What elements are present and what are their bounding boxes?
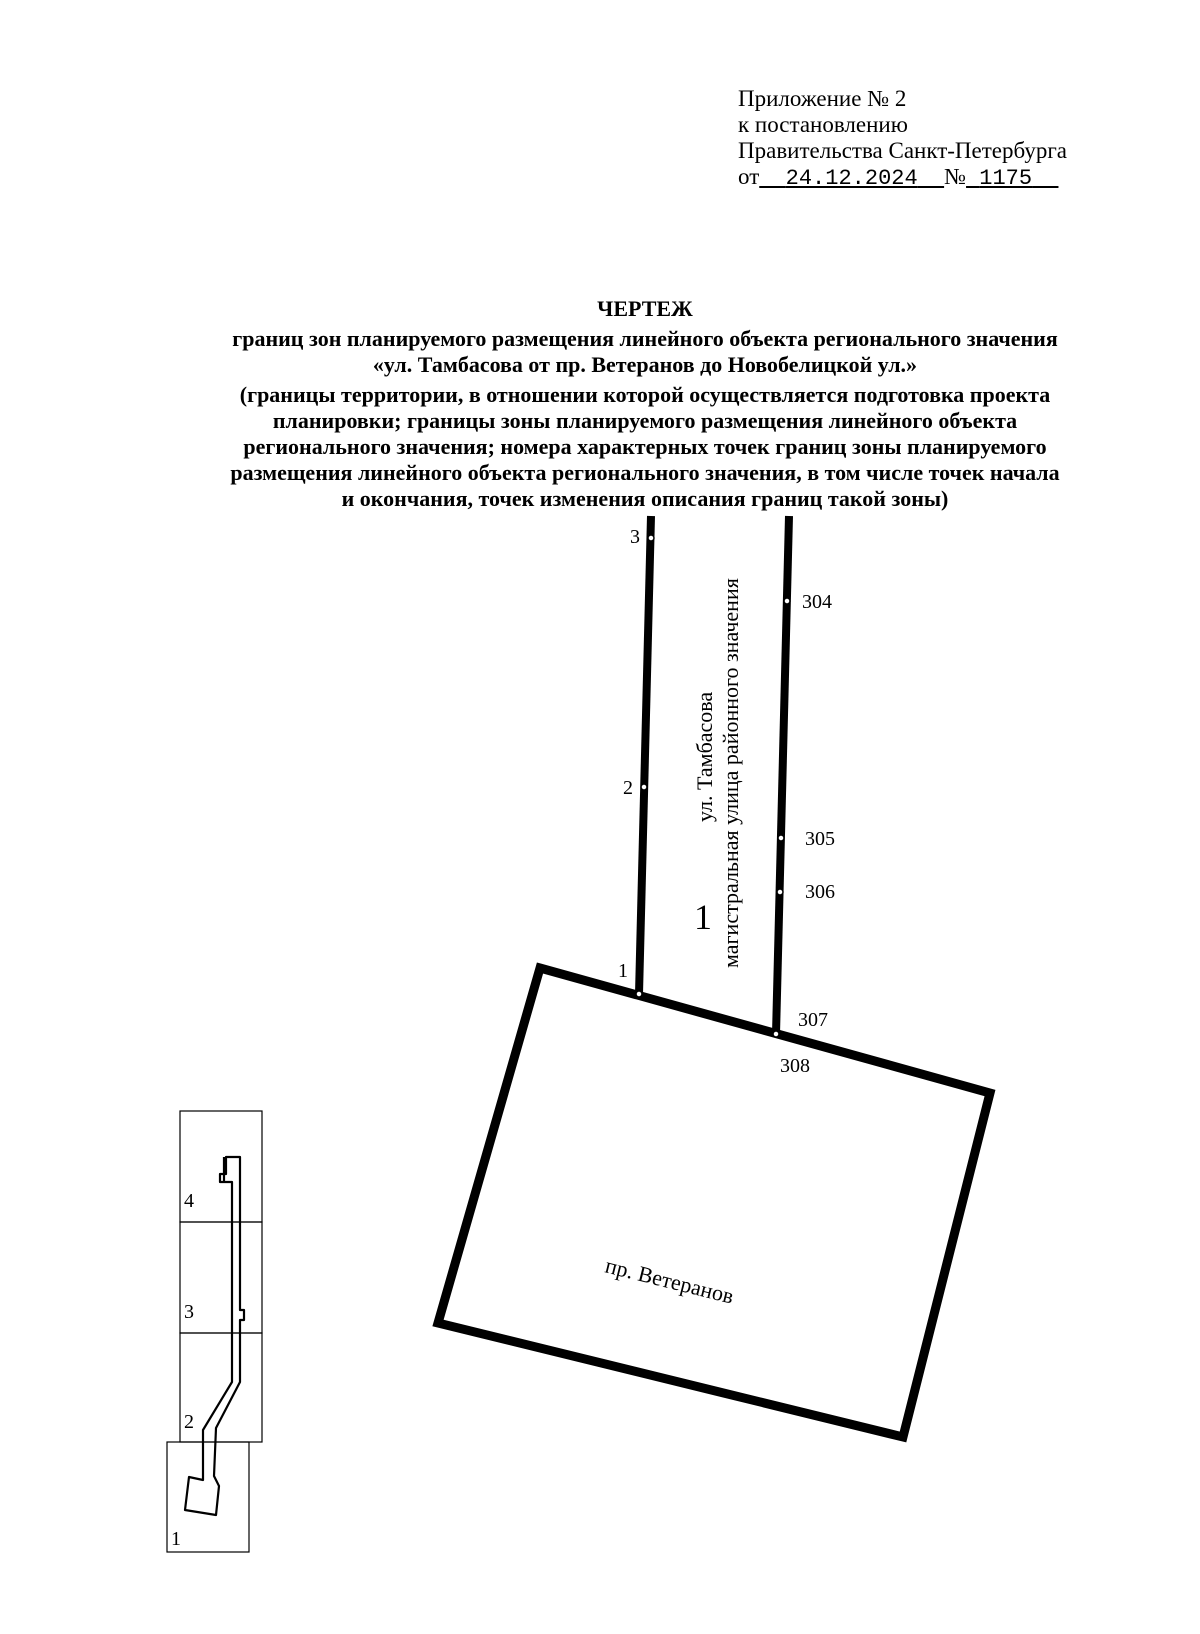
sheet-number-2: 2 (184, 1411, 194, 1433)
point-label-307: 307 (798, 1009, 828, 1031)
subtitle-line-3: регионального значения; номера характерных точек границ зоны планируемого (243, 434, 1047, 459)
point-label-305: 305 (805, 828, 835, 850)
sheet-number-1: 1 (171, 1528, 181, 1550)
zone-number-label: 1 (694, 897, 712, 937)
point-label-308: 308 (780, 1055, 810, 1077)
point-marker-2 (641, 784, 647, 790)
sheet-number-4: 4 (184, 1190, 194, 1212)
title-line-2: «ул. Тамбасова от пр. Ветеранов до Новобелицкой ул.» (372, 352, 918, 377)
point-marker-3 (648, 535, 654, 541)
east-boundary-line (776, 516, 789, 1034)
avenue-boundary-polygon (438, 968, 990, 1437)
street-class-label: магистральная улица районного значения (718, 578, 743, 968)
point-marker-305 (778, 835, 784, 841)
point-label-3: 3 (630, 526, 640, 548)
number-prefix: № (944, 164, 967, 189)
street-name-label: ул. Тамбасова (692, 691, 717, 822)
point-label-306: 306 (805, 881, 835, 903)
appendix-line-1: Приложение № 2 (738, 86, 907, 111)
point-marker-1 (636, 991, 642, 997)
point-label-304: 304 (802, 591, 832, 613)
page-title: ЧЕРТЕЖ (597, 296, 693, 321)
appendix-line-3: Правительства Санкт-Петербурга (738, 138, 1067, 163)
point-label-1: 1 (618, 960, 628, 982)
title-line-1: границ зон планируемого размещения линейного объекта регионального значения (232, 326, 1058, 351)
west-boundary-line (639, 516, 651, 994)
document-date: 24.12.2024 (785, 166, 918, 191)
point-label-2: 2 (623, 777, 633, 799)
sheet-number-3: 3 (184, 1301, 194, 1323)
document-number: 1175 (979, 166, 1033, 191)
point-marker-307 (773, 1031, 779, 1037)
subtitle-line-1: (границы территории, в отношении которой осуществляется подготовка проекта (239, 382, 1051, 407)
point-marker-306 (777, 889, 783, 895)
appendix-line-2: к постановлению (738, 112, 908, 137)
subtitle-line-2: планировки; границы зоны планируемого размещения линейного объекта (272, 408, 1018, 433)
subtitle-line-4: размещения линейного объекта регионального значения, в том числе точек начала (230, 460, 1060, 485)
date-prefix: от (738, 164, 760, 189)
sheet-key-map (167, 1111, 262, 1552)
avenue-label: пр. Ветеранов (602, 1252, 737, 1309)
point-marker-304 (784, 598, 790, 604)
subtitle-line-5: и окончания, точек изменения описания границ такой зоны) (341, 486, 949, 511)
